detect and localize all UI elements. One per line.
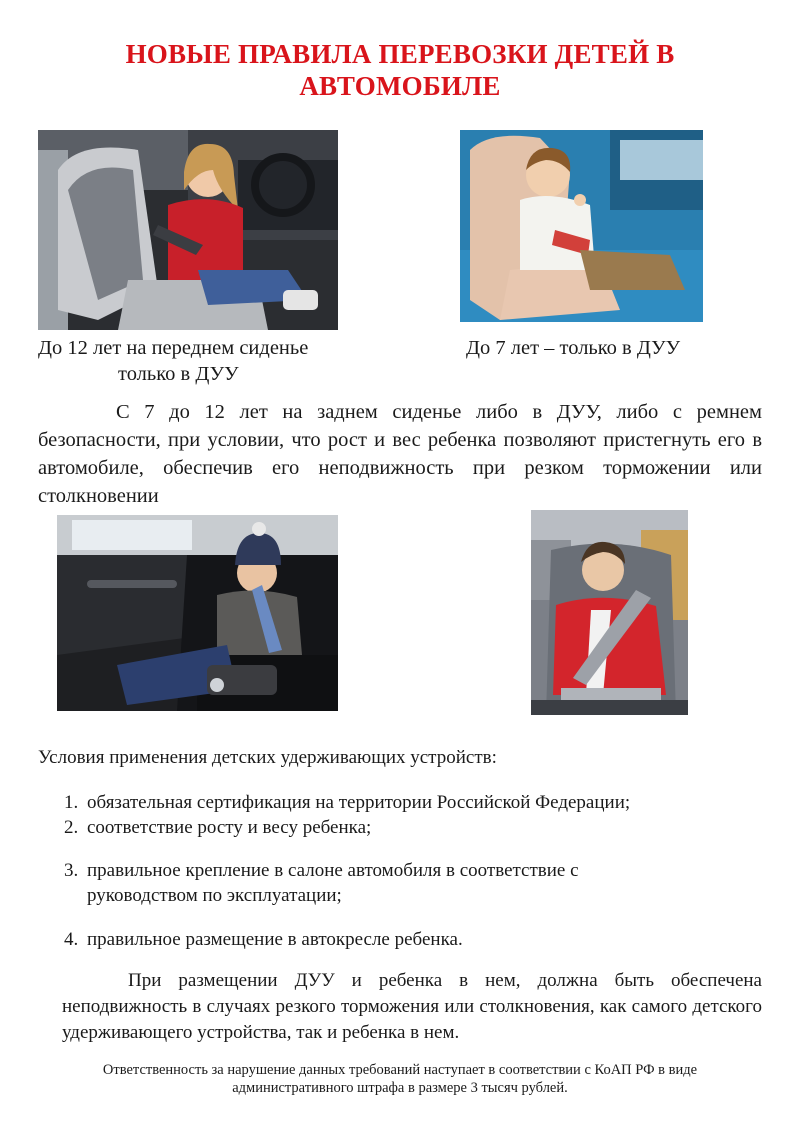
list-item-text: соответствие росту и весу ребенка; — [87, 817, 372, 838]
list-item — [64, 858, 764, 908]
penalty-footer — [40, 1061, 760, 1097]
list-item-text: обязательная сертификация на территории Российской Федерации; — [87, 792, 631, 813]
caption-front-seat-line-2: только в ДУУ — [118, 363, 239, 385]
conditions-heading: Условия применения детских удерживающих устройств: — [38, 747, 497, 768]
placement-rule — [62, 968, 762, 1046]
caption-front-seat-line-1: До 12 лет на переднем сиденье — [38, 337, 309, 359]
list-item-text: правильное крепление в салоне автомобиля в соответствие с — [87, 860, 579, 881]
caption-under-seven: До 7 лет – только в ДУУ — [466, 337, 681, 359]
photo-girl-front-seat — [38, 130, 338, 330]
list-item-number: 2. — [64, 817, 79, 838]
list-item-number: 3. — [64, 860, 79, 881]
penalty-footer-line-1: Ответственность за нарушение данных требований наступает в соответствии с КоАП РФ в виде — [102, 1062, 698, 1078]
page-title-line-2: АВТОМОБИЛЕ — [299, 71, 501, 101]
list-item-number: 1. — [64, 792, 79, 813]
list-item-text: правильное размещение в автокресле ребенка. — [87, 929, 463, 950]
list-item-number: 4. — [64, 929, 79, 950]
caption-front-seat — [38, 335, 308, 387]
penalty-footer-line-2: административного штрафа в размере 3 тысяч рублей. — [232, 1080, 568, 1096]
page-title — [0, 38, 800, 102]
page-title-line-1: НОВЫЕ ПРАВИЛА ПЕРЕВОЗКИ ДЕТЕЙ В — [125, 39, 675, 69]
placement-rule-text: При размещении ДУУ и ребенка в нем, должна быть обеспечена неподвижность в случаях резкого торможения или столкновения, как самого детского удерживающего устройства, так и ребенка в нем. — [62, 970, 762, 1043]
photo-boy-booster-rear — [57, 515, 338, 711]
rear-seat-rule: С 7 до 12 лет на заднем сиденье либо в ДУУ, либо с ремнем безопасности, при условии, что рост и вес ребенка позволяют пристегнуть его в автомобиле, обеспечив его неподвижность при резком торможении или столкновении — [38, 401, 762, 507]
photo-toddler-child-seat — [460, 130, 703, 322]
photo-boy-seat-belt — [531, 510, 688, 715]
list-item-text-continuation: руководством по эксплуатации; — [87, 885, 342, 906]
